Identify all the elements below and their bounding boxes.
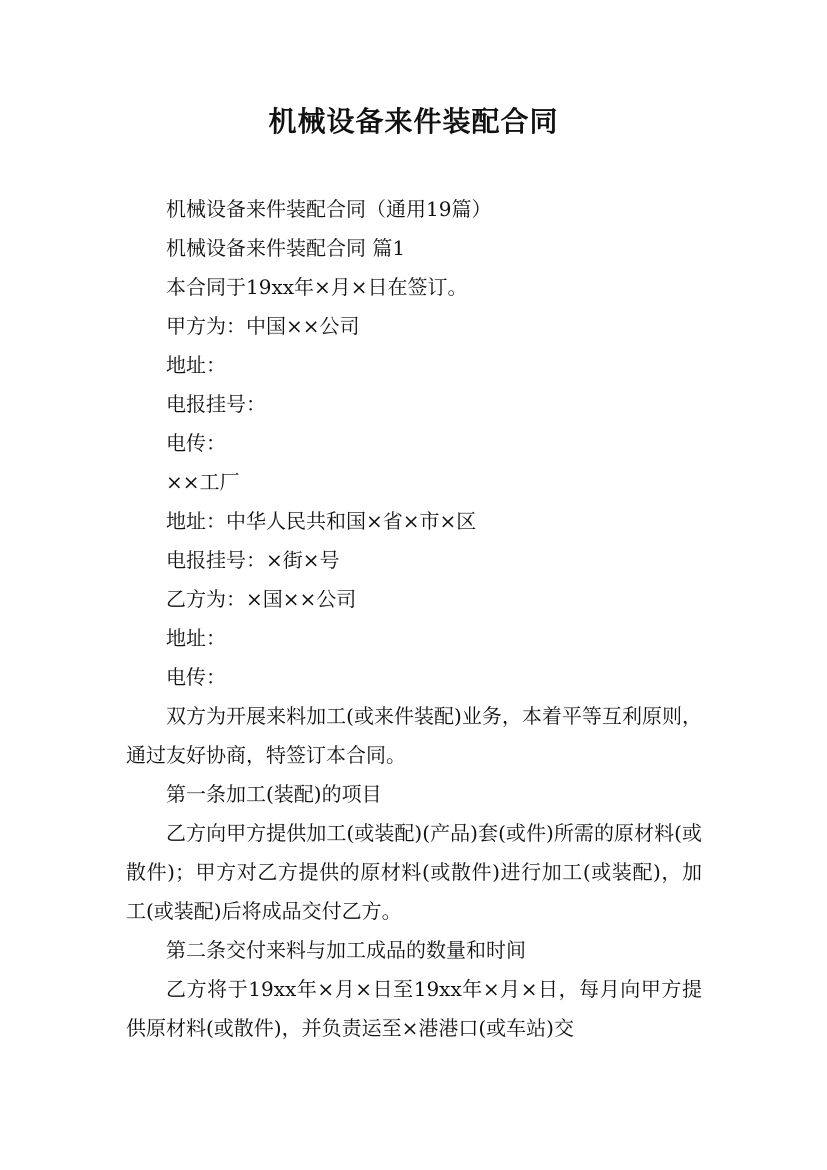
paragraph-party-b: 乙方为：×国××公司 — [166, 587, 357, 611]
paragraph-party-a-address: 地址： — [166, 353, 226, 377]
paragraph-section-heading: 机械设备来件装配合同 篇1 — [166, 236, 406, 260]
paragraph-party-a: 甲方为：中国××公司 — [166, 314, 360, 338]
document-body — [126, 190, 702, 1048]
paragraph-party-a-telex: 电传： — [166, 431, 226, 455]
paragraph-article-2-body: 乙方将于19xx年×月×日至19xx年×月×日，每月向甲方提供原材料(或散件)，并负责运至×港港口(或车站)交 — [126, 977, 702, 1040]
paragraph-article-1-heading: 第一条加工(装配)的项目 — [166, 782, 382, 806]
paragraph-signing-date: 本合同于19xx年×月×日在签订。 — [166, 275, 468, 299]
paragraph-subtitle: 机械设备来件装配合同（通用19篇） — [166, 197, 492, 221]
paragraph-article-1-body: 乙方向甲方提供加工(或装配)(产品)套(或件)所需的原材料(或散件)；甲方对乙方提供的原材料(或散件)进行加工(或装配)，加工(或装配)后将成品交付乙方。 — [126, 821, 702, 923]
paragraph-party-a-cable: 电报挂号： — [166, 392, 266, 416]
paragraph-factory-address: 地址：中华人民共和国×省×市×区 — [166, 509, 477, 533]
paragraph-party-b-address: 地址： — [166, 626, 226, 650]
paragraph-preamble: 双方为开展来料加工(或来件装配)业务，本着平等互利原则，通过友好协商，特签订本合同。 — [126, 704, 702, 767]
document-title: 机械设备来件装配合同 — [268, 105, 559, 138]
paragraph-factory: ××工厂 — [166, 470, 240, 494]
paragraph-factory-cable: 电报挂号：×街×号 — [166, 548, 340, 572]
paragraph-article-2-heading: 第二条交付来料与加工成品的数量和时间 — [166, 938, 526, 962]
paragraph-party-b-telex: 电传： — [166, 665, 226, 689]
